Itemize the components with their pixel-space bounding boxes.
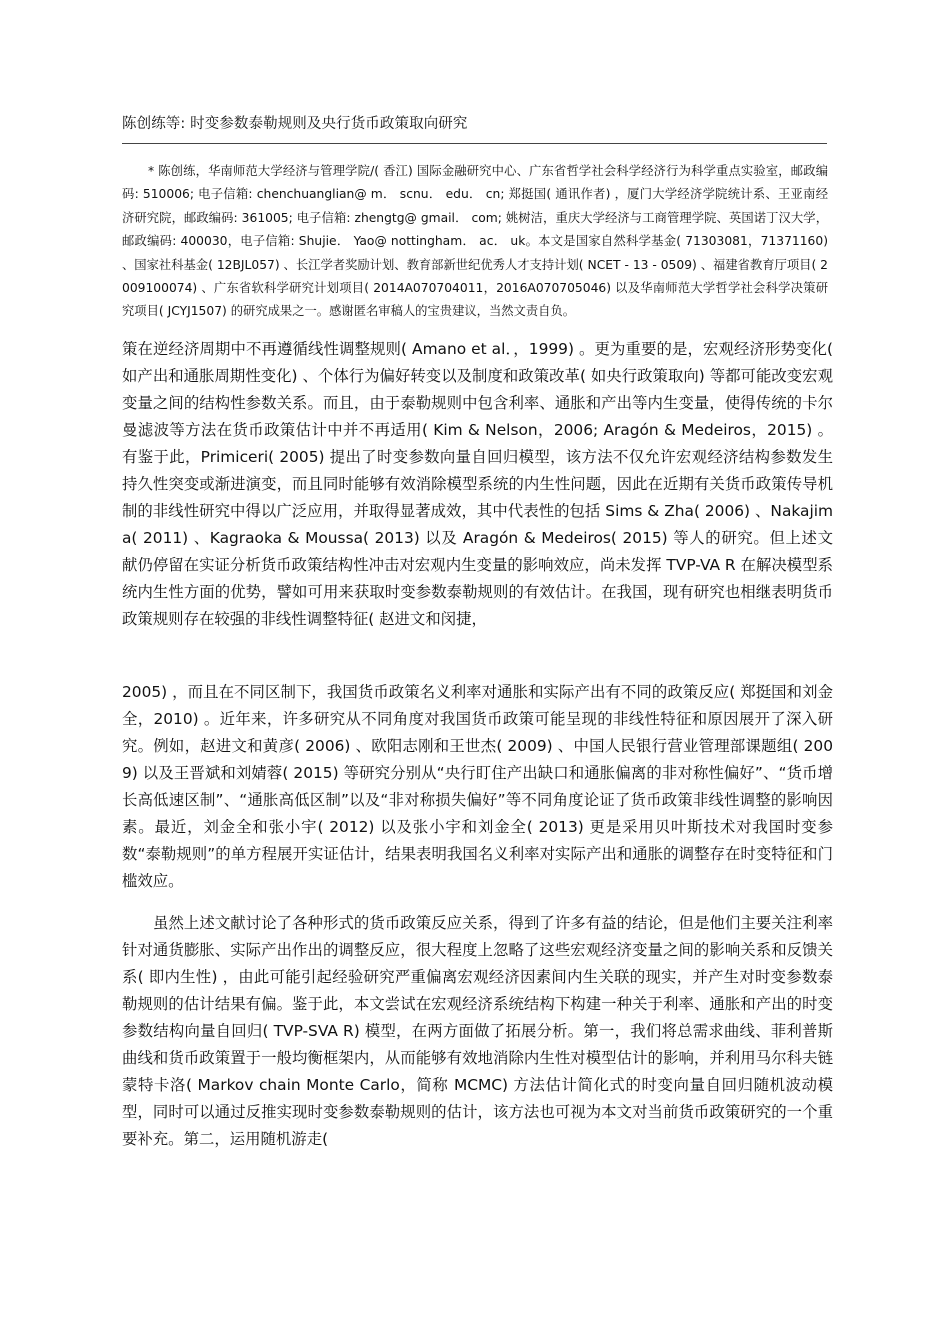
body-paragraph-3: 虽然上述文献讨论了各种形式的货币政策反应关系，得到了许多有益的结论，但是他们主要关注利率针对通货膨胀、实际产出作出的调整反应，很大程度上忽略了这些宏观经济变量之间的影响关系和反馈关系( 即内生性) ，由此可能引起经验研究严重偏离宏观经济因素间内生关联的现实，并产生对时变参数泰勒规则的估计结果有偏。鉴于此，本文尝试在宏观经济系统结构下构建一种关于利率、通胀和产出的时变参数结构向量自回归( TVP-SVA R) 模型，在两方面做了拓展分析。第一，我们将总需求曲线、菲利普斯曲线和货币政策置于一般均衡框架内，从而能够有效地消除内生性对模型估计的影响，并利用马尔科夫链蒙特卡洛( Markov chain Monte Carlo，简称 MCMC) 方法估计简化式的时变向量自回归随机波动模型，同时可以通过反推实现时变参数泰勒规则的估计，该方法也可视为本文对当前货币政策研究的一个重要补充。第二，运用随机游走( bbox=[122, 914, 833, 1148]
running-header-title: 陈创练等: 时变参数泰勒规则及央行货币政策取向研究 bbox=[122, 116, 468, 132]
header-divider bbox=[122, 143, 827, 144]
body-paragraph-1: 策在逆经济周期中不再遵循线性调整规则( Amano et al．，1999) 。更为重要的是，宏观经济形势变化( 如产出和通胀周期性变化) 、个体行为偏好转变以及制度和政策改革( 如央行政策取向) 等都可能改变宏观变量之间的结构性参数关系。而且，由于泰勒规则中包含利率、通胀和产出等内生变量，使得传统的卡尔曼滤波等方法在货币政策估计中并不再适用( Kim & Nelson，2006; Aragón & Medeiros，2015) 。有鉴于此，Primiceri( 2005) 提出了时变参数向量自回归模型，该方法不仅允许宏观经济结构参数发生持久性突变或渐进演变，而且同时能够有效消除模型系统的内生性问题，因此在近期有关货币政策传导机制的非线性研究中得以广泛应用，并取得显著成效，其中代表性的包括 Sims & Zha( 2006) 、Nakajima( 2011) 、Kagraoka & Moussa( 2013) 以及 Aragón & Medeiros( 2015) 等人的研究。但上述文献仍停留在实证分析货币政策结构性冲击对宏观内生变量的影响效应，尚未发挥 TVP-VA R 在解决模型系统内生性方面的优势，譬如可用来获取时变参数泰勒规则的有效估计。在我国，现有研究也相继表明货币政策规则存在较强的非线性调整特征( 赵进文和闵捷， bbox=[122, 340, 833, 628]
author-footnote: * 陈创练，华南师范大学经济与管理学院/( 香江) 国际金融研究中心、广东省哲学社会科学经济行为科学重点实验室，邮政编码: 510006; 电子信箱: chenchuanglian@ m． scnu． edu． cn; 郑挺国( 通讯作者) ，厦门大学经济学院统计系、王亚南经济研究院，邮政编码: 361005; 电子信箱: zhengtg@ gmail． com; 姚树洁，重庆大学经济与工商管理学院、英国诺丁汉大学，邮政编码: 400030，电子信箱: Shujie． Yao@ nottingham． ac． uk。本文是国家自然科学基金( 71303081，71371160) 、国家社科基金( 12BJL057) 、长江学者奖励计划、教育部新世纪优秀人才支持计划( NCET - 13 - 0509) 、福建省教育厅项目( 2009100074) 、广东省软科学研究计划项目( 2014A070704011，2016A070705046) 以及华南师范大学哲学社会科学决策研究项目( JCYJ1507) 的研究成果之一。感谢匿名审稿人的宝贵建议，当然文责自负。 bbox=[122, 164, 828, 319]
body-paragraph-2: 2005) ，而且在不同区制下，我国货币政策名义利率对通胀和实际产出有不同的政策反应( 郑挺国和刘金全，2010) 。近年来，许多研究从不同角度对我国货币政策可能呈现的非线性特征和原因展开了深入研究。例如，赵进文和黄彦( 2006) 、欧阳志刚和王世杰( 2009) 、中国人民银行营业管理部课题组( 2009) 以及王晋斌和刘婧蓉( 2015) 等研究分别从“央行盯住产出缺口和通胀偏离的非对称性偏好”、“货币增长高低速区制”、“通胀高低区制”以及“非对称损失偏好”等不同角度论证了货币政策非线性调整的影响因素。最近，刘金全和张小宇( 2012) 以及张小宇和刘金全( 2013) 更是采用贝叶斯技术对我国时变参数“泰勒规则”的单方程展开实证估计，结果表明我国名义利率对实际产出和通胀的调整存在时变特征和门槛效应。 bbox=[122, 683, 833, 890]
